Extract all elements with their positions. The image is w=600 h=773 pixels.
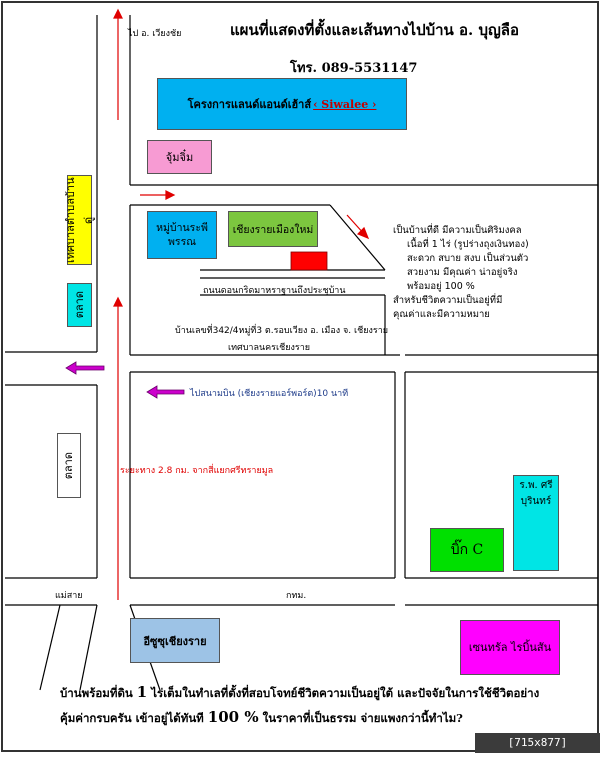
description-line: คุณค่าและมีความหมาย <box>393 309 490 320</box>
bangkok-label: กทม. <box>286 591 307 601</box>
property-description <box>393 224 529 322</box>
village-box: หมู่บ้านระพีพรรณ <box>147 211 217 259</box>
market-box <box>57 433 81 498</box>
project-box <box>157 78 407 130</box>
description-line: เป็นบ้านที่ดี มีความเป็นศิริมงคล <box>393 225 522 236</box>
left-yellow-box <box>63 175 95 265</box>
distance-label: ระยะทาง 2.8 กม. จากสี่แยกศรีทรายมูล <box>120 466 274 476</box>
left-cyan-label: ตลาด <box>72 291 86 319</box>
project-name: ‹ Siwalee › <box>313 97 377 111</box>
description-line: สำหรับชีวิตความเป็นอยู่ที่มี <box>393 295 503 306</box>
left-yellow-label: เทศบาลตำบลบ้านดู่ <box>63 177 95 263</box>
project-prefix: โครงการแลนด์แอนด์เฮ้าส์ <box>187 98 312 111</box>
central-box: เซนทรัล ไรบิ้นสัน <box>460 620 560 675</box>
address-line2: เทศบาลนครเชียงราย <box>228 343 311 353</box>
description-line: เนื้อที่ 1 ไร่ (รูปร่างถุงเงินทอง) <box>407 239 529 250</box>
bigc-box: บิ๊ก C <box>430 528 504 572</box>
home-marker <box>291 252 327 270</box>
description-line: สะดวก สบาย สงบ เป็นส่วนตัว <box>407 253 529 264</box>
hospital-box: ร.พ. ศรี บุรินทร์ <box>513 475 559 571</box>
map-title: แผนที่แสดงที่ตั้งและเส้นทางไปบ้าน อ. บุญลือ <box>230 21 519 39</box>
jumjim-box: จุ้มจิ๋ม <box>147 140 212 174</box>
phone-number: โทร. 089-5531147 <box>290 61 418 76</box>
market-label: ตลาด <box>62 451 75 480</box>
isuzu-box: อีซูซุเชียงราย <box>130 618 220 663</box>
description-line: สวยงาม มีคุณค่า น่าอยู่จริง <box>407 267 518 278</box>
airport-label: ไปสนามบิน (เชียงรายแอร์พอร์ต)10 นาที <box>190 389 349 399</box>
road-name-label: ถนนดอนกริดมาหราฐานถึงประชุบ้าน <box>203 286 346 296</box>
school-box: เชียงรายเมืองใหม่ <box>228 211 318 247</box>
footer-line-2: คุ้มค่ากรบครัน เข้าอยู่ได้ทันที 100 % ในราคาที่เป็นธรรม จ่ายแพงกว่านี้ทำไม? <box>60 708 463 726</box>
description-line: พร้อมอยู่ 100 % <box>407 281 475 292</box>
left-cyan-box <box>67 283 92 327</box>
magenta-arrows <box>66 362 184 398</box>
top-road-label: ไป อ. เวียงชัย <box>128 29 182 39</box>
footer-line-1: บ้านพร้อมที่ดิน 1 ไร่เต็มในทำเลที่ตั้งที่สอบโจทย์ชีวิตความเป็นอยู่ใต้ และปัจจัยในการใช้ชีวิตอย่าง <box>60 683 540 701</box>
watermark: [715x877] http://upic.me/ <box>475 733 600 753</box>
maesai-label: แม่สาย <box>55 591 83 601</box>
address-line1: บ้านเลขที่342/4หมู่ที่3 ต.รอบเวียง อ. เมือง จ. เชียงราย <box>175 326 389 336</box>
